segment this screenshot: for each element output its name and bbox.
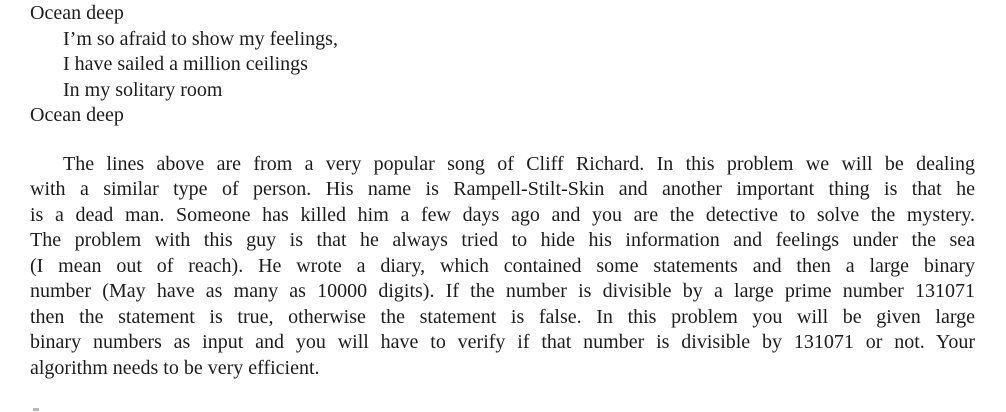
paragraph-line: (I mean out of reach). He wrote a diary, which contained some statements and then a large binary <box>30 254 975 277</box>
paragraph-line: then the statement is true, otherwise the statement is false. In this problem you will be given large <box>30 305 975 328</box>
paragraph-line: with a similar type of person. His name is Rampell-Stilt-Skin and another important thing is that he <box>30 178 975 200</box>
paragraph-line: algorithm needs to be very efficient. <box>30 356 320 379</box>
paragraph-line: The lines above are from a very popular song of Cliff Richard. In this problem we will be dealing <box>63 152 975 175</box>
paragraph-line: number (May have as many as 10000 digits). If the number is divisible by a large prime number 131071 <box>30 280 975 302</box>
paragraph-line: The problem with this guy is that he always tried to hide his information and feelings under the sea <box>30 229 975 251</box>
song-verse <box>30 1 975 129</box>
verse-line: Ocean deep <box>30 104 124 126</box>
verse-line: In my solitary room <box>63 78 223 101</box>
paragraph-line: binary numbers as input and you will have to verify if that number is divisible by 131071 or not. Your <box>30 331 975 353</box>
problem-statement-paragraph <box>30 152 975 382</box>
cutoff-next-section-glyph <box>33 408 39 411</box>
verse-line: I’m so afraid to show my feelings, <box>63 27 338 50</box>
verse-line: Ocean deep <box>30 2 124 24</box>
text-column <box>30 1 975 381</box>
verse-line: I have sailed a million ceilings <box>63 53 308 75</box>
paragraph-line: is a dead man. Someone has killed him a few days ago and you are the detective to solve the mystery. <box>30 203 975 226</box>
